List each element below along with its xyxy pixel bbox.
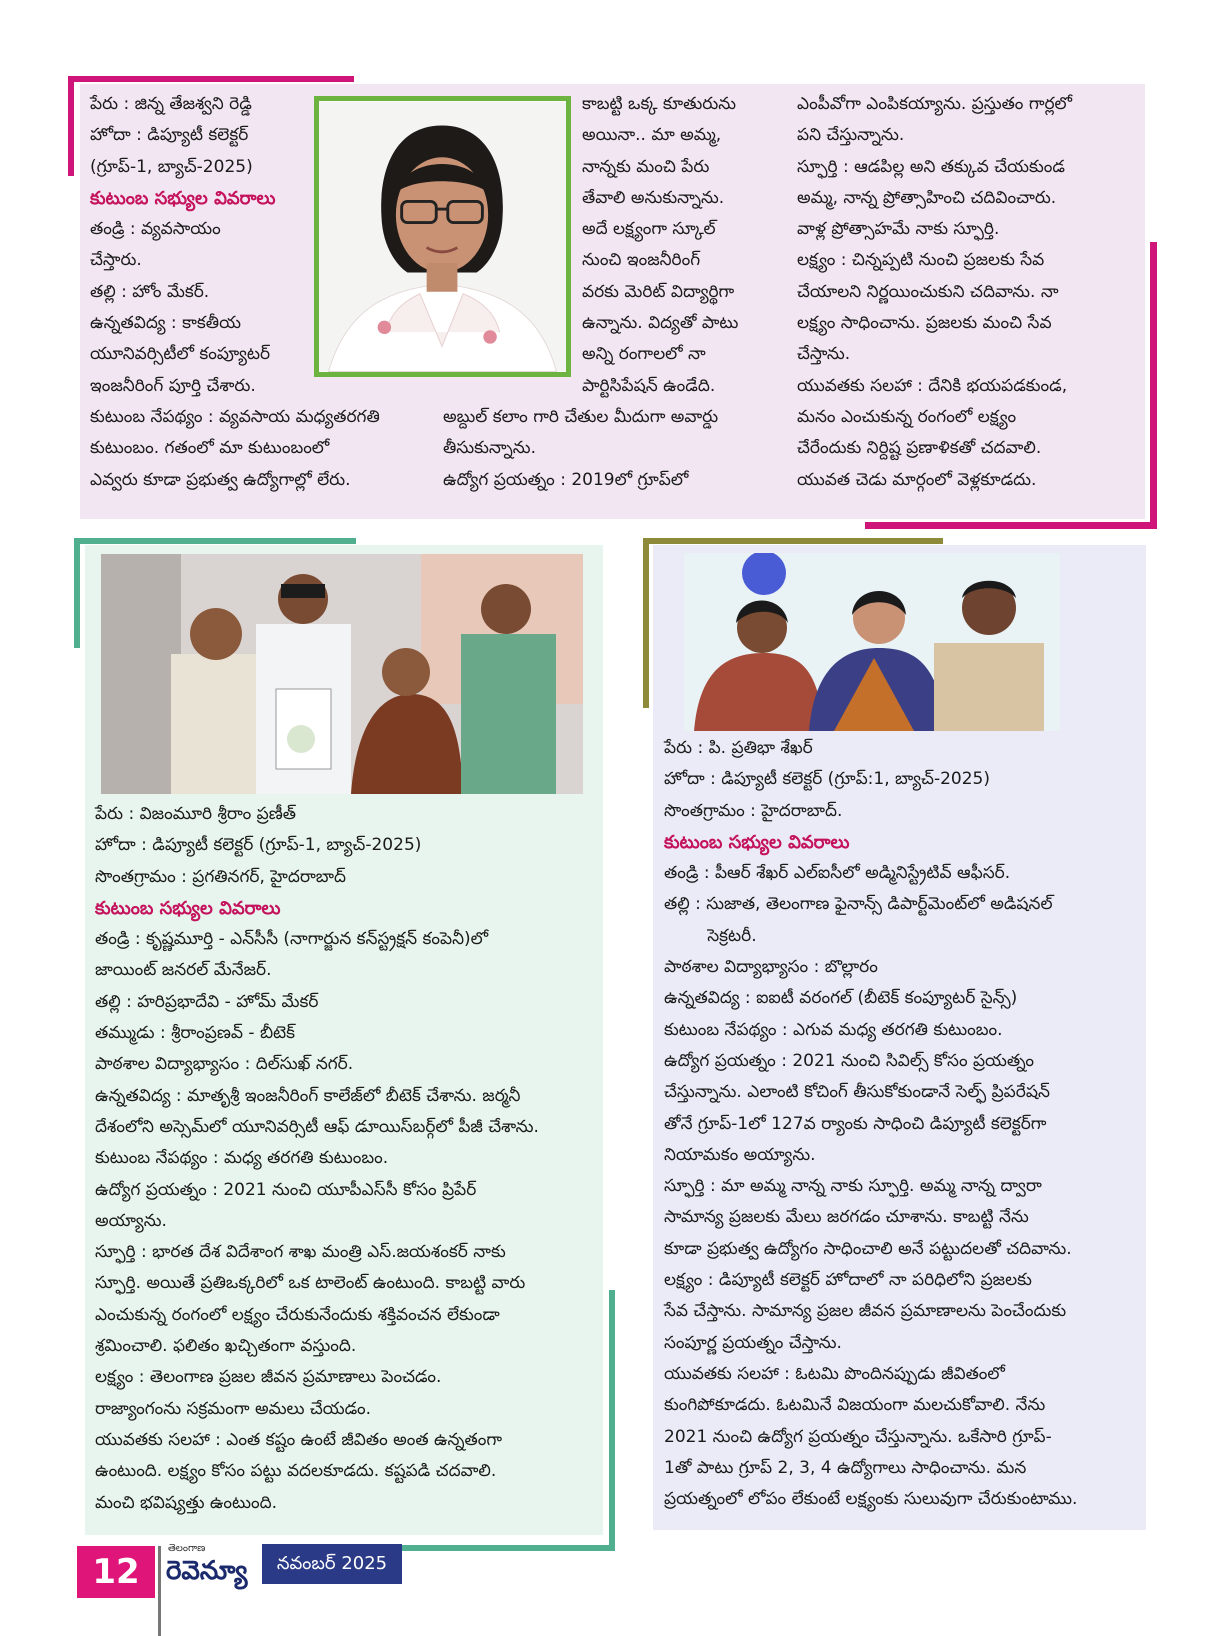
profile2-advice-cont: మంచి భవిష్యత్తు ఉంటుంది. xyxy=(95,1492,278,1513)
profile1-col3-line: అమ్మ, నాన్న ప్రోత్సాహించి చదివించారు. xyxy=(797,187,1057,208)
profile2-inspiration-cont: స్ఫూర్తి. అయితే ప్రతిఒక్కరిలో ఒక టాలెంట్ ఉంటుంది. కాబట్టి వారు xyxy=(95,1273,526,1294)
profile2-corner-top xyxy=(74,538,356,544)
profile3-job-attempt-cont: చేస్తున్నాను. ఎలాంటి కోచింగ్ తీసుకోకుండానే సెల్ఫ్ ప్రిపరేషన్ xyxy=(664,1082,1050,1103)
profile2-advice: యువతకు సలహా : ఎంత కష్టం ఉంటే జీవితం అంత ఉన్నతంగా xyxy=(95,1429,503,1450)
profile2-family-heading: కుటుంబ సభ్యుల వివరాలు xyxy=(95,897,281,919)
profile2-background: కుటుంబ నేపథ్యం : మధ్య తరగతి కుటుంబం. xyxy=(95,1148,389,1169)
profile3-advice-cont: ప్రయత్నంలో లోపం లేకుంటే లక్ష్యంకు సులువుగా చేరుకుంటాము. xyxy=(664,1489,1078,1510)
profile1-award-cont: తీసుకున్నాను. xyxy=(443,438,536,459)
profile2-job-attempt-cont: అయ్యాను. xyxy=(95,1210,167,1231)
profile2-father-cont: జాయింట్ జనరల్ మేనేజర్. xyxy=(95,960,272,981)
profile3-designation: హోదా : డిప్యూటీ కలెక్టర్ (గ్రూప్:1, బ్యాచ్-2025) xyxy=(664,769,990,790)
profile3-advice-cont: 1తో పాటు గ్రూప్ 2, 3, 4 ఉద్యోగాలు సాధించాను. మన xyxy=(664,1457,1027,1478)
profile1-father-cont: చేస్తారు. xyxy=(90,250,142,271)
profile1-education: ఉన్నతవిద్య : కాకతీయ xyxy=(90,313,241,334)
profile3-goal: లక్ష్యం : డిప్యూటీ కలెక్టర్ హోదాలో నా పరిధిలోని ప్రజలకు xyxy=(664,1270,1032,1291)
profile2-inspiration-cont: ఎంచుకున్న రంగంలో లక్ష్యం చేరుకునేందుకు శక్తివంచన లేకుండా xyxy=(95,1304,500,1325)
profile3-job-attempt: ఉద్యోగ ప్రయత్నం : 2021 నుంచి సివిల్స్ కోసం ప్రయత్నం xyxy=(664,1050,1035,1071)
profile3-mother: తల్లి : సుజాత, తెలంగాణ ఫైనాన్స్ డిపార్ట్‌మెంట్‌లో అడిషనల్ xyxy=(664,894,1053,915)
issue-date: నవంబర్ 2025 xyxy=(262,1544,402,1584)
profile2-hometown: సొంతగ్రామం : ప్రగతినగర్, హైదరాబాద్ xyxy=(95,866,346,887)
profile3-inspiration: స్ఫూర్తి : మా అమ్మ నాన్న నాకు స్ఫూర్తి. అమ్మ నాన్న ద్వారా xyxy=(664,1176,1042,1197)
profile3-job-attempt-cont: తోనే గ్రూప్-1లో 127వ ర్యాంకు సాధించి డిప్యూటీ కలెక్టర్‌గా xyxy=(664,1113,1047,1134)
profile1-col2-line: పార్టిసిపేషన్ ఉండేది. xyxy=(582,375,716,396)
profile1-col3-line: మనం ఎంచుకున్న రంగంలో లక్ష్యం xyxy=(797,406,1017,427)
profile1-advice: యువతకు సలహా : దేనికి భయపడకుండ, xyxy=(797,375,1068,396)
profile3-background: కుటుంబ నేపథ్యం : ఎగువ మధ్య తరగతి కుటుంబం. xyxy=(664,1019,1003,1040)
profile1-col2-line: కాబట్టి ఒక్క కూతురును xyxy=(582,94,737,114)
profile2-text xyxy=(95,799,539,1519)
profile3-schooling: పాఠశాల విద్యాభ్యాసం : బొల్లారం xyxy=(664,957,878,978)
profile1-col3 xyxy=(797,89,1072,496)
profile1-col2-line: అన్ని రంగాలలో నా xyxy=(582,344,706,365)
profile2-brother: తమ్ముడు : శ్రీరాంప్రణవ్ - బీటెక్ xyxy=(95,1023,296,1044)
profile1-name: పేరు : జిన్న తేజశ్వని రెడ్డి xyxy=(90,94,252,114)
profile1-col3-line: చేస్తాను. xyxy=(797,344,851,365)
profile1-col3-line: పని చేస్తున్నాను. xyxy=(797,125,905,146)
profile3-advice: యువతకు సలహా : ఓటమి పొందినప్పుడు జీవితంలో xyxy=(664,1363,1005,1384)
profile1-col1 xyxy=(90,89,380,496)
profile1-col3-line: చేయాలని నిర్ణయించుకుని చదివాను. నా xyxy=(797,281,1059,302)
profile1-col2-line: ఉన్నాను. విద్యతో పాటు xyxy=(582,313,739,334)
profile2-education: ఉన్నతవిద్య : మాతృశ్రీ ఇంజనీరింగ్ కాలేజ్‌లో బీటెక్ చేశాను. జర్మనీ xyxy=(95,1085,521,1106)
profile3-job-attempt-cont: నియామకం అయ్యాను. xyxy=(664,1144,816,1165)
profile2-inspiration: స్ఫూర్తి : భారత దేశ విదేశాంగ శాఖ మంత్రి ఎస్.జయశంకర్ నాకు xyxy=(95,1242,506,1263)
profile1-award: అబ్దుల్ కలాం గారి చేతుల మీదుగా అవార్డు xyxy=(443,407,719,427)
profile1-col2-line: వరకు మెరిట్ విద్యార్థిగా xyxy=(582,281,735,302)
profile3-goal-cont: సంపూర్ణ ప్రయత్నం చేస్తాను. xyxy=(664,1332,842,1353)
profile1-background: కుటుంబ నేపథ్యం : వ్యవసాయ మధ్యతరగతి xyxy=(90,406,380,427)
profile1-education-cont2: ఇంజనీరింగ్ పూర్తి చేశారు. xyxy=(90,375,256,396)
profile1-col3-line: చేరేందుకు నిర్దిష్ట ప్రణాళికతో చదవాలి. xyxy=(797,438,1042,459)
profile3-inspiration-cont: సామాన్య ప్రజలకు మేలు జరగడం చూశాను. కాబట్టి నేను xyxy=(664,1207,1029,1228)
profile1-col2-line: నాన్నకు మంచి పేరు xyxy=(582,156,710,177)
profile2-job-attempt: ఉద్యోగ ప్రయత్నం : 2021 నుంచి యూపీఎస్‌సీ కోసం ప్రిపేర్ xyxy=(95,1179,477,1200)
profile1-corner-right xyxy=(1150,242,1157,529)
profile2-name: పేరు : విజంమూరి శ్రీరాం ప్రణీత్ xyxy=(95,804,297,824)
profile3-education: ఉన్నతవిద్య : ఐఐటీ వరంగల్ (బీటెక్ కంప్యూటర్ సైన్స్) xyxy=(664,988,1018,1009)
profile3-corner-left xyxy=(643,538,649,708)
profile1-col2-line: నుంచి ఇంజనీరింగ్ xyxy=(582,250,701,271)
profile1-col2-line: అయినా.. మా అమ్మ, xyxy=(582,125,722,146)
profile1-job-attempt: ఉద్యోగ ప్రయత్నం : 2019లో గ్రూప్‌లో xyxy=(443,469,689,490)
profile3-text xyxy=(664,733,1077,1515)
profile1-col3-line: ఎంపీవోగా ఎంపికయ్యాను. ప్రస్తుతం గార్లలో xyxy=(797,94,1073,114)
profile1-col3-line: యువత చెడు మార్గంలో వెళ్లకూడదు. xyxy=(797,469,1037,490)
profile1-col2-wide xyxy=(443,402,718,496)
profile1-education-cont: యూనివర్సిటీలో కంప్యూటర్ xyxy=(90,344,271,365)
brand-logo: రెవెన్యూ xyxy=(166,1556,248,1586)
profile1-corner-bottom xyxy=(865,522,1157,529)
profile1-col2 xyxy=(582,89,738,402)
profile1-col2-line: అదే లక్ష్యంగా స్కూల్ xyxy=(582,219,716,240)
profile3-mother-cont: సెక్రటరీ. xyxy=(664,925,757,946)
footer-divider xyxy=(158,1546,161,1636)
family-group-image xyxy=(101,554,583,794)
profile1-background-cont: కుటుంబం. గతంలో మా కుటుంబంలో xyxy=(90,438,330,459)
profile3-inspiration-cont: కూడా ప్రభుత్వ ఉద్యోగం సాధించాలి అనే పట్టుదలతో చదివాను. xyxy=(664,1238,1072,1259)
profile3-name: పేరు : పి. ప్రతిభా శేఖర్ xyxy=(664,738,813,758)
profile1-designation: హోదా : డిప్యూటీ కలెక్టర్ xyxy=(90,125,249,146)
profile2-education-cont: దేశంలోని అస్సెమ్‌లో యూనివర్సిటీ ఆఫ్ డూయిస్‌బర్గ్‌లో పీజీ చేశాను. xyxy=(95,1116,539,1137)
profile1-col2-line: తేవాలి అనుకున్నాను. xyxy=(582,187,725,208)
profile1-background-cont2: ఎవ్వరు కూడా ప్రభుత్వ ఉద్యోగాల్లో లేరు. xyxy=(90,469,351,490)
profile2-goal-cont: రాజ్యాంగంను సక్రమంగా అమలు చేయడం. xyxy=(95,1398,372,1419)
profile3-father: తండ్రి : పీఆర్ శేఖర్ ఎల్‌ఐసీలో అడ్మినిస్ట్రేటివ్ ఆఫీసర్. xyxy=(664,863,1011,884)
profile1-goal: లక్ష్యం : చిన్నప్పటి నుంచి ప్రజలకు సేవ xyxy=(797,250,1045,271)
profile1-corner-top-left xyxy=(68,76,74,176)
profile2-corner-left xyxy=(74,538,80,648)
profile2-photo xyxy=(101,554,583,794)
profile2-advice-cont: ఉంటుంది. లక్ష్యం కోసం పట్టు వదలకూడదు. కష్టపడి చదవాలి. xyxy=(95,1461,497,1482)
profile2-inspiration-cont: శ్రమించాలి. ఫలితం ఖచ్చితంగా వస్తుంది. xyxy=(95,1336,357,1357)
profile2-mother: తల్లి : హరిప్రభాదేవి - హోమ్ మేకర్ xyxy=(95,991,319,1012)
profile3-family-heading: కుటుంబ సభ్యుల వివరాలు xyxy=(664,831,850,853)
profile2-schooling: పాఠశాల విద్యాభ్యాసం : దిల్‌సుఖ్ నగర్. xyxy=(95,1054,354,1075)
profile1-inspiration: స్ఫూర్తి : ఆడపిల్ల అని తక్కువ చేయకుండ xyxy=(797,156,1065,177)
profile1-father: తండ్రి : వ్యవసాయం xyxy=(90,219,221,240)
profile2-designation: హోదా : డిప్యూటీ కలెక్టర్ (గ్రూప్-1, బ్యాచ్-2025) xyxy=(95,835,422,856)
brand-small: తెలంగాణ xyxy=(168,1543,206,1554)
profile2-goal: లక్ష్యం : తెలంగాణ ప్రజల జీవన ప్రమాణాలు పెంచడం. xyxy=(95,1367,442,1388)
profile3-goal-cont: సేవ చేస్తాను. సామాన్య ప్రజల జీవన ప్రమాణాలను పెంచేందుకు xyxy=(664,1301,1067,1322)
profile3-photo xyxy=(684,553,1060,731)
woman-with-parents-image xyxy=(684,553,1060,731)
profile1-mother: తల్లి : హోం మేకర్. xyxy=(90,281,210,302)
profile3-hometown: సొంతగ్రామం : హైదరాబాద్. xyxy=(664,800,843,821)
profile1-corner-top-bar xyxy=(68,76,354,82)
profile3-corner-top xyxy=(643,538,943,544)
profile3-advice-cont: 2021 నుంచి ఉద్యోగ ప్రయత్నం చేస్తున్నాను. ఒకేసారి గ్రూప్- xyxy=(664,1426,1052,1447)
profile2-father: తండ్రి : కృష్ణమూర్తి - ఎన్‌సీసీ (నాగార్జున కన్‌స్ట్రక్షన్ కంపెనీ)లో xyxy=(95,929,489,950)
profile1-col3-line: వాళ్ల ప్రోత్సాహమే నాకు స్ఫూర్తి. xyxy=(797,219,1000,240)
profile2-corner-right xyxy=(609,1290,615,1550)
profile1-col3-line: లక్ష్యం సాధించాను. ప్రజలకు మంచి సేవ xyxy=(797,313,1052,334)
profile1-family-heading: కుటుంబ సభ్యుల వివరాలు xyxy=(90,187,276,209)
profile1-batch: (గ్రూప్-1, బ్యాచ్-2025) xyxy=(90,156,253,177)
page-number: 12 xyxy=(77,1546,155,1598)
profile3-advice-cont: కుంగిపోకూడదు. ఓటమినే విజయంగా మలచుకోవాలి. నేను xyxy=(664,1395,1046,1416)
